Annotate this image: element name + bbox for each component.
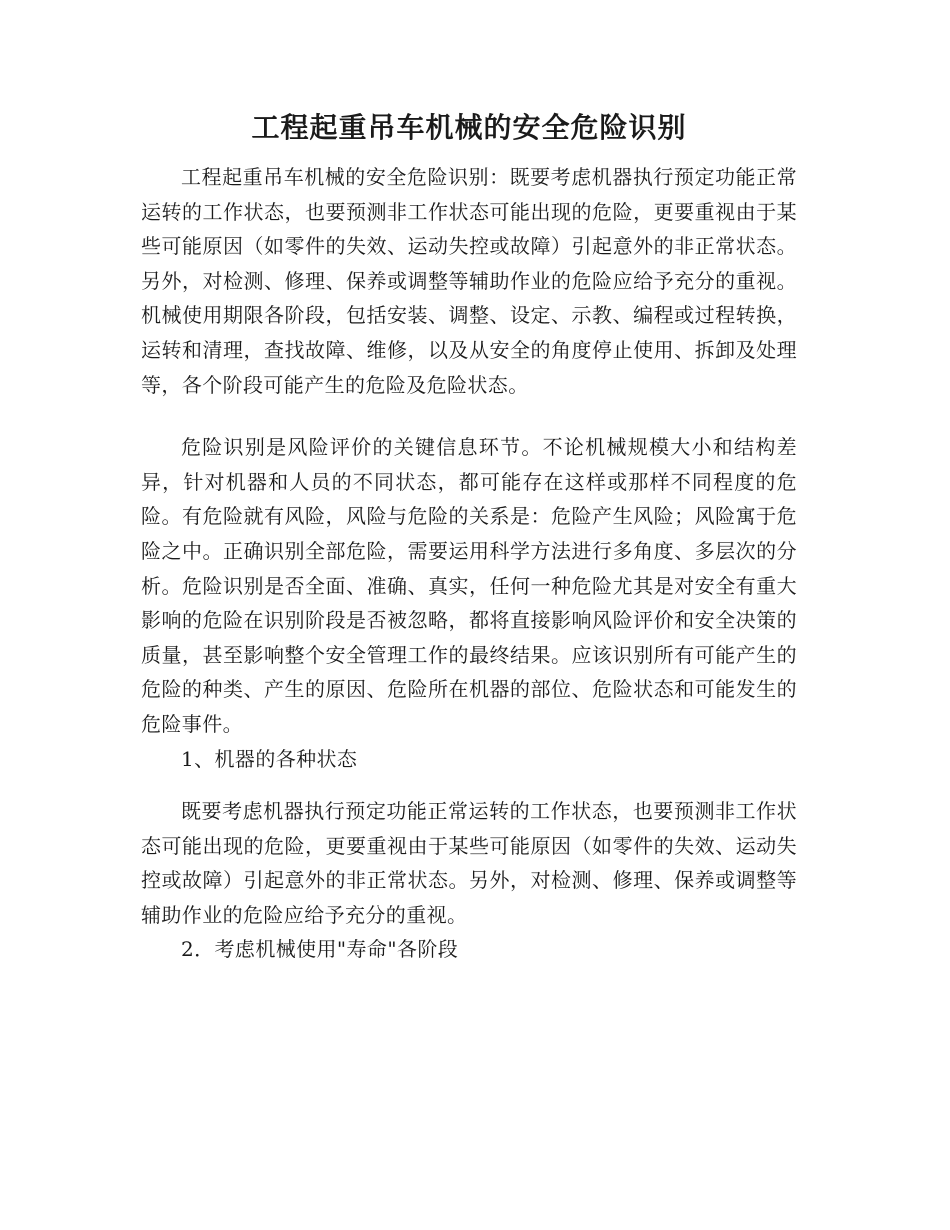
document-page (141, 108, 797, 967)
section-heading-lifecycle: 2．考虑机械使用"寿命"各阶段 (181, 937, 459, 962)
section-heading-machine-states: 1、机器的各种状态 (181, 746, 358, 771)
paragraph-hazard-identification: 危险识别是风险评价的关键信息环节。不论机械规模大小和结构差异，针对机器和人员的不同状态，都可能存在这样或那样不同程度的危险。有危险就有风险，风险与危险的关系是：危险产生风险；风险寓于危险之中。正确识别全部危险，需要运用科学方法进行多角度、多层次的分析。危险识别是否全面、准确、真实，任何一种危险尤其是对安全有重大影响的危险在识别阶段是否被忽略，都将直接影响风险评价和安全决策的质量，甚至影响整个安全管理工作的最终结果。应该识别所有可能产生的危险的种类、产生的原因、危险所在机器的部位、危险状态和可能发生的危险事件。 (141, 435, 797, 736)
paragraph-intro: 工程起重吊车机械的安全危险识别：既要考虑机器执行预定功能正常运转的工作状态，也要预测非工作状态可能出现的危险，更要重视由于某些可能原因（如零件的失效、运动失控或故障）引起意外的非正常状态。另外，对检测、修理、保养或调整等辅助作业的危险应给予充分的重视。机械使用期限各阶段，包括安装、调整、设定、示教、编程或过程转换，运转和清理，查找故障、维修，以及从安全的角度停止使用、拆卸及处理等，各个阶段可能产生的危险及危险状态。 (141, 165, 797, 397)
paragraph-machine-states: 既要考虑机器执行预定功能正常运转的工作状态，也要预测非工作状态可能出现的危险，更要重视由于某些可能原因（如零件的失效、运动失控或故障）引起意外的非正常状态。另外，对检测、修理、保养或调整等辅助作业的危险应给予充分的重视。 (141, 799, 797, 927)
document-title: 工程起重吊车机械的安全危险识别 (251, 111, 687, 144)
